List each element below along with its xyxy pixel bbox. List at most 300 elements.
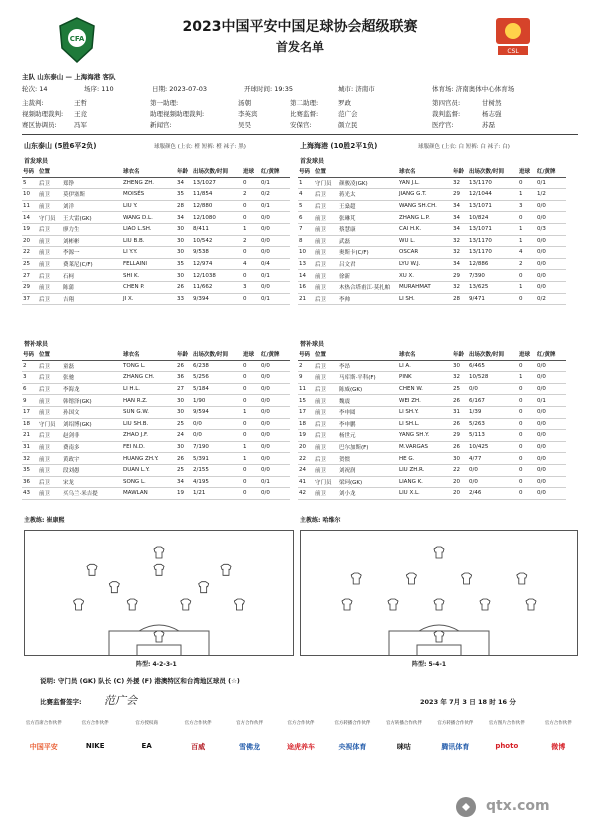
table-cell: 12/1080 xyxy=(192,212,242,224)
table-cell: 6 xyxy=(22,383,38,395)
column-header: 红/黄牌 xyxy=(260,349,290,360)
table-cell: ZHANG L.P. xyxy=(398,212,452,224)
sponsor-category: 官方转播合作伙伴 xyxy=(385,721,422,726)
table-cell: 10/528 xyxy=(468,372,518,384)
table-cell: 8/411 xyxy=(192,223,242,235)
table-cell: JIANG G.T. xyxy=(398,189,452,201)
table-cell: 0/0 xyxy=(260,430,290,442)
table-cell: 13/1170 xyxy=(468,235,518,247)
table-cell: 孙国文 xyxy=(62,406,122,418)
table-cell: 前卫 xyxy=(38,235,62,247)
table-cell: 0/0 xyxy=(260,281,290,293)
column-header: 球衣名 xyxy=(122,349,176,360)
table-cell: 5 xyxy=(298,200,314,212)
sponsor-logo: NIKE xyxy=(85,742,105,750)
city: 城市: 济南市 xyxy=(338,85,375,93)
table-cell: 前卫 xyxy=(38,441,62,453)
table-cell: 守门员 xyxy=(314,177,338,189)
table-cell: DUAN L.Y. xyxy=(122,464,176,476)
official-v: 王哲 xyxy=(74,99,87,107)
table-cell: 2 xyxy=(22,360,38,372)
divider xyxy=(22,134,578,135)
roster-table xyxy=(298,349,566,500)
table-cell: 1 xyxy=(518,189,536,201)
table-row xyxy=(22,258,290,270)
table-row xyxy=(22,430,290,442)
table-cell: 刘洋 xyxy=(62,200,122,212)
table-cell: 9 xyxy=(22,395,38,407)
official-k: 新闻官: xyxy=(150,121,172,129)
table-cell: 0/0 xyxy=(536,441,566,453)
player-shirt-icon xyxy=(406,573,416,584)
table-cell: 42 xyxy=(298,488,314,500)
column-header: 进球 xyxy=(242,166,260,177)
table-cell: 5/184 xyxy=(192,383,242,395)
table-cell: 0 xyxy=(518,360,536,372)
table-cell: WEI ZH. xyxy=(398,395,452,407)
sponsor-category: 官方首席合作伙伴 xyxy=(25,721,62,726)
table-cell: LI Y.Y. xyxy=(122,247,176,259)
sponsor-category: 官方图片合作伙伴 xyxy=(488,721,525,726)
table-cell: 李昂 xyxy=(338,360,398,372)
table-cell: 26 xyxy=(176,360,192,372)
table-cell: 21 xyxy=(22,430,38,442)
table-cell: 13 xyxy=(298,258,314,270)
table-cell: SONG L. xyxy=(122,476,176,488)
table-cell: 吕文君 xyxy=(338,258,398,270)
table-cell: 守门员 xyxy=(38,418,62,430)
table-cell: 1 xyxy=(242,441,260,453)
table-cell: 20 xyxy=(452,488,468,500)
official-v: 吴昊 xyxy=(238,121,251,129)
roster-table xyxy=(298,166,566,305)
table-cell: TONG L. xyxy=(122,360,176,372)
table-cell: YAN J.L. xyxy=(398,177,452,189)
table-row xyxy=(22,464,290,476)
table-row xyxy=(22,235,290,247)
table-cell: 0/0 xyxy=(260,360,290,372)
table-cell: 30 xyxy=(176,395,192,407)
match-info xyxy=(22,72,582,132)
table-row xyxy=(22,293,290,305)
sponsor-category: 官方合作伙伴 xyxy=(544,721,572,726)
table-cell: 1 xyxy=(518,235,536,247)
table-cell: 后卫 xyxy=(38,177,62,189)
table-row xyxy=(22,383,290,395)
sponsor-logo: 中国平安 xyxy=(29,743,58,751)
table-cell: 26 xyxy=(176,281,192,293)
table-cell: 1 xyxy=(242,406,260,418)
table-cell: 0 xyxy=(242,360,260,372)
table-cell: 0/0 xyxy=(536,464,566,476)
table-cell: 0/0 xyxy=(468,464,518,476)
table-cell: 刘绍博(GK) xyxy=(62,418,122,430)
table-cell: 19 xyxy=(22,223,38,235)
sponsor-category: 官方转播合作伙伴 xyxy=(334,721,371,726)
table-cell: 黄政宇 xyxy=(62,453,122,465)
table-cell: 0 xyxy=(242,476,260,488)
table-cell: 0/0 xyxy=(260,383,290,395)
table-cell: 26 xyxy=(176,453,192,465)
table-cell: 33 xyxy=(176,293,192,305)
table-cell: 27 xyxy=(22,270,38,282)
table-cell: 前卫 xyxy=(38,200,62,212)
table-cell: LIU B.B. xyxy=(122,235,176,247)
table-cell: 2 xyxy=(242,235,260,247)
player-shirt-icon xyxy=(154,564,164,575)
table-cell: 32 xyxy=(452,372,468,384)
table-cell: 0 xyxy=(242,177,260,189)
table-row xyxy=(22,200,290,212)
table-row xyxy=(298,418,566,430)
table-cell: 3 xyxy=(22,372,38,384)
official-v: 甘树然 xyxy=(482,99,502,107)
table-cell: 0 xyxy=(518,488,536,500)
table-cell: 王燊超 xyxy=(338,200,398,212)
sponsor-item xyxy=(172,720,223,752)
table-cell: 20 xyxy=(452,476,468,488)
table-cell: 前卫 xyxy=(38,453,62,465)
table-cell: 前卫 xyxy=(38,395,62,407)
table-cell: HE G. xyxy=(398,453,452,465)
table-row xyxy=(298,200,566,212)
sponsor-item xyxy=(69,720,120,750)
player-shirt-icon xyxy=(462,573,472,584)
home-starters-label: 首发球员 xyxy=(24,158,49,165)
table-cell: 0/1 xyxy=(260,177,290,189)
column-header: 球衣名 xyxy=(398,349,452,360)
official-k: 第一助理: xyxy=(150,99,179,107)
column-header: 位置 xyxy=(38,166,62,177)
table-cell: 李海龙 xyxy=(62,383,122,395)
player-shirt-icon xyxy=(342,599,352,610)
away-team-title: 上海海港 (10胜2平1负) xyxy=(300,142,378,150)
table-cell: 18 xyxy=(22,418,38,430)
table-cell: ZHANG CH. xyxy=(122,372,176,384)
table-cell: 11/662 xyxy=(192,281,242,293)
table-cell: 0/0 xyxy=(260,372,290,384)
official-k: 主裁判: xyxy=(22,99,44,107)
table-cell: 韩镕泽(GK) xyxy=(62,395,122,407)
table-cell: 王大雷(GK) xyxy=(62,212,122,224)
table-cell: 杨世元 xyxy=(338,430,398,442)
table-cell: 廖力生 xyxy=(62,223,122,235)
table-cell: 段刘愚 xyxy=(62,464,122,476)
official-k: 助理视频助理裁判: xyxy=(150,110,205,118)
table-cell: 1 xyxy=(298,177,314,189)
column-header xyxy=(62,166,122,177)
table-cell: 35 xyxy=(22,464,38,476)
table-cell: 0/1 xyxy=(536,395,566,407)
table-cell: 1/90 xyxy=(192,395,242,407)
table-cell: 前卫 xyxy=(38,247,62,259)
table-cell: FEI N.D. xyxy=(122,441,176,453)
table-cell: 后卫 xyxy=(314,360,338,372)
table-cell: 0 xyxy=(518,464,536,476)
table-row xyxy=(22,406,290,418)
table-cell: 0/3 xyxy=(536,223,566,235)
column-header: 位置 xyxy=(38,349,62,360)
column-header: 号码 xyxy=(22,166,38,177)
table-cell: 9/394 xyxy=(192,293,242,305)
table-cell: 0/0 xyxy=(536,372,566,384)
table-cell: 刘彬彬 xyxy=(62,235,122,247)
table-cell: 32 xyxy=(452,247,468,259)
table-cell: 1 xyxy=(518,281,536,293)
table-cell: 奥斯卡(C/F) xyxy=(338,247,398,259)
table-row xyxy=(22,223,290,235)
table-cell: 0/0 xyxy=(260,212,290,224)
table-row xyxy=(298,258,566,270)
column-header: 红/黄牌 xyxy=(536,166,566,177)
table-cell: 30 xyxy=(452,360,468,372)
table-cell: 0 xyxy=(518,418,536,430)
table-cell: 0/0 xyxy=(536,258,566,270)
table-cell: 9/471 xyxy=(468,293,518,305)
table-cell: LI SH.L. xyxy=(398,418,452,430)
table-cell: CHEN P. xyxy=(122,281,176,293)
table-cell: 31 xyxy=(22,441,38,453)
table-cell: LIU Y. xyxy=(122,200,176,212)
official-v: 汤朝 xyxy=(238,99,251,107)
column-header: 红/黄牌 xyxy=(260,166,290,177)
table-cell: 守门员 xyxy=(314,476,338,488)
table-cell: 19 xyxy=(176,488,192,500)
table-row xyxy=(298,223,566,235)
table-cell: 17 xyxy=(298,406,314,418)
official-k: 安保官: xyxy=(290,121,312,129)
table-cell: 蔡慧康 xyxy=(338,223,398,235)
table-cell: 14 xyxy=(22,212,38,224)
player-shirt-icon xyxy=(434,547,444,558)
table-cell: 12/974 xyxy=(192,258,242,270)
table-cell: 14 xyxy=(298,270,314,282)
table-cell: 0/0 xyxy=(536,383,566,395)
table-cell: 0/0 xyxy=(468,383,518,395)
sponsor-category: 官方合作伙伴 xyxy=(184,721,212,726)
table-cell: 13/1071 xyxy=(468,200,518,212)
player-shirt-icon xyxy=(87,564,97,575)
column-header: 年龄 xyxy=(176,166,192,177)
away-subs-table xyxy=(298,349,578,500)
sponsor-logo: 微博 xyxy=(551,743,566,751)
table-cell: 4 xyxy=(518,247,536,259)
home-away-line: 主队 山东泰山 — 上海海港 客队 xyxy=(22,73,116,81)
player-shirt-icon xyxy=(127,599,137,610)
table-cell: 0/4 xyxy=(260,258,290,270)
table-cell: 后卫 xyxy=(314,293,338,305)
player-shirt-icon xyxy=(181,599,191,610)
table-row xyxy=(298,270,566,282)
column-header: 年龄 xyxy=(452,349,468,360)
table-cell: 守门员 xyxy=(38,212,62,224)
player-shirt-icon xyxy=(199,582,209,593)
table-cell: 前卫 xyxy=(314,235,338,247)
table-cell: 前卫 xyxy=(314,488,338,500)
table-cell: 贺惯 xyxy=(338,453,398,465)
column-header: 出场次数/时间 xyxy=(192,166,242,177)
table-row xyxy=(298,293,566,305)
table-cell: 0 xyxy=(242,430,260,442)
table-cell: 29 xyxy=(452,189,468,201)
table-cell: 22 xyxy=(452,464,468,476)
table-cell: 7/390 xyxy=(468,270,518,282)
round: 轮次: 14 xyxy=(22,85,48,93)
table-cell: 0/0 xyxy=(260,464,290,476)
sponsor-category: 官方授权商 xyxy=(135,721,158,726)
table-cell: 0/0 xyxy=(536,488,566,500)
table-cell: 买乌兰·米吉提 xyxy=(62,488,122,500)
table-cell: 0 xyxy=(518,270,536,282)
table-cell: 0 xyxy=(518,453,536,465)
column-header: 出场次数/时间 xyxy=(192,349,242,360)
table-cell: ZHAO J.F. xyxy=(122,430,176,442)
table-cell: 20 xyxy=(22,235,38,247)
column-header: 出场次数/时间 xyxy=(468,349,518,360)
player-shirt-icon xyxy=(154,547,164,558)
home-coach-name: 崔康熙 xyxy=(46,517,65,524)
table-cell: JI X. xyxy=(122,293,176,305)
column-header: 红/黄牌 xyxy=(536,349,566,360)
table-row xyxy=(298,476,566,488)
sponsor-item xyxy=(327,720,378,752)
table-cell: 前卫 xyxy=(314,212,338,224)
table-cell: 34 xyxy=(452,223,468,235)
table-cell: 0 xyxy=(242,293,260,305)
sponsor-logo: 雪佛龙 xyxy=(239,743,261,751)
table-cell: 28 xyxy=(176,200,192,212)
table-cell: 蒋光太 xyxy=(338,189,398,201)
table-cell: 0/0 xyxy=(260,235,290,247)
table-cell: 颜骏凌(GK) xyxy=(338,177,398,189)
table-cell: 武磊 xyxy=(338,235,398,247)
table-cell: WANG SH.CH. xyxy=(398,200,452,212)
table-cell: 0 xyxy=(518,212,536,224)
table-cell: 10 xyxy=(22,189,38,201)
official-v: 杨志强 xyxy=(482,110,502,118)
table-cell: 李申圆 xyxy=(338,406,398,418)
supervisor-signature-label: 比赛监督签字: xyxy=(40,698,82,706)
table-cell: 34 xyxy=(452,258,468,270)
table-cell: 后卫 xyxy=(314,200,338,212)
table-cell: 李源一 xyxy=(62,247,122,259)
table-cell: 35 xyxy=(176,189,192,201)
table-row xyxy=(22,488,290,500)
table-cell: 前卫 xyxy=(38,464,62,476)
sponsor-item xyxy=(121,720,172,750)
table-cell: 24 xyxy=(298,464,314,476)
table-cell: 7/190 xyxy=(192,441,242,453)
table-cell: 26 xyxy=(452,441,468,453)
table-cell: 41 xyxy=(298,476,314,488)
table-cell: 0/0 xyxy=(260,453,290,465)
table-cell: 10 xyxy=(298,247,314,259)
table-cell: 0 xyxy=(518,293,536,305)
page-subtitle: 首发名单 xyxy=(275,40,324,54)
table-cell: 13/1170 xyxy=(468,247,518,259)
table-cell: LI H.L. xyxy=(122,383,176,395)
table-row xyxy=(22,247,290,259)
sponsor-item xyxy=(430,720,481,752)
table-cell: 0 xyxy=(518,383,536,395)
column-header: 号码 xyxy=(298,349,314,360)
table-cell: 10/425 xyxy=(468,441,518,453)
table-cell: 后卫 xyxy=(314,383,338,395)
home-formation-value: 4-2-3-1 xyxy=(152,661,177,668)
table-cell: 0/0 xyxy=(536,406,566,418)
table-cell: 12/1038 xyxy=(192,270,242,282)
table-cell: 0 xyxy=(242,395,260,407)
official-v: 罗政 xyxy=(338,99,351,107)
table-cell: 30 xyxy=(176,247,192,259)
table-cell: 前卫 xyxy=(38,281,62,293)
column-header: 年龄 xyxy=(176,349,192,360)
table-cell: 0 xyxy=(518,430,536,442)
table-cell: 4/77 xyxy=(468,453,518,465)
table-cell: 6/238 xyxy=(192,360,242,372)
table-cell: 刘祝润 xyxy=(338,464,398,476)
table-row xyxy=(298,235,566,247)
table-cell: XU X. xyxy=(398,270,452,282)
table-cell: 29 xyxy=(452,270,468,282)
table-cell: 10/542 xyxy=(192,235,242,247)
table-row xyxy=(22,177,290,189)
table-row xyxy=(22,418,290,430)
away-subs-label: 替补球员 xyxy=(300,341,325,348)
match-date: 日期: 2023-07-03 xyxy=(152,85,208,93)
table-cell: 17 xyxy=(22,406,38,418)
table-cell: 30 xyxy=(176,441,192,453)
table-cell: 0/0 xyxy=(536,360,566,372)
table-cell: HUANG ZH.Y. xyxy=(122,453,176,465)
table-cell: 张驰 xyxy=(62,372,122,384)
table-row xyxy=(22,476,290,488)
table-cell: 0 xyxy=(242,200,260,212)
table-cell: 木热合塔甫江·莫扎帕 xyxy=(338,281,398,293)
official-v: 李英宾 xyxy=(238,110,258,118)
table-cell: 后卫 xyxy=(38,270,62,282)
table-cell: 2 xyxy=(518,258,536,270)
table-cell: 34 xyxy=(452,212,468,224)
table-row xyxy=(22,189,290,201)
table-cell: 16 xyxy=(298,281,314,293)
table-cell: 25 xyxy=(452,383,468,395)
table-cell: 36 xyxy=(176,372,192,384)
table-cell: 11 xyxy=(22,200,38,212)
table-cell: 费莱尼(C/F) xyxy=(62,258,122,270)
player-shirt-icon xyxy=(517,573,527,584)
table-cell: 6/167 xyxy=(468,395,518,407)
table-cell: 0 xyxy=(518,441,536,453)
player-shirt-icon xyxy=(434,599,444,610)
watermark-icon xyxy=(455,796,477,822)
table-cell: 前卫 xyxy=(314,441,338,453)
table-cell: LIU ZH.R. xyxy=(398,464,452,476)
table-cell: 0 xyxy=(518,395,536,407)
table-cell: 刘小龙 xyxy=(338,488,398,500)
column-header: 年龄 xyxy=(452,166,468,177)
table-cell: 0/0 xyxy=(536,247,566,259)
table-cell: 13/1027 xyxy=(192,177,242,189)
table-cell: LIU SH.B. xyxy=(122,418,176,430)
table-cell: 13/1170 xyxy=(468,177,518,189)
table-cell: 前卫 xyxy=(314,223,338,235)
table-cell: HAN R.Z. xyxy=(122,395,176,407)
sponsor-item xyxy=(224,720,275,752)
table-cell: 10/824 xyxy=(468,212,518,224)
table-cell: 3 xyxy=(242,281,260,293)
table-cell: 13/1071 xyxy=(468,223,518,235)
